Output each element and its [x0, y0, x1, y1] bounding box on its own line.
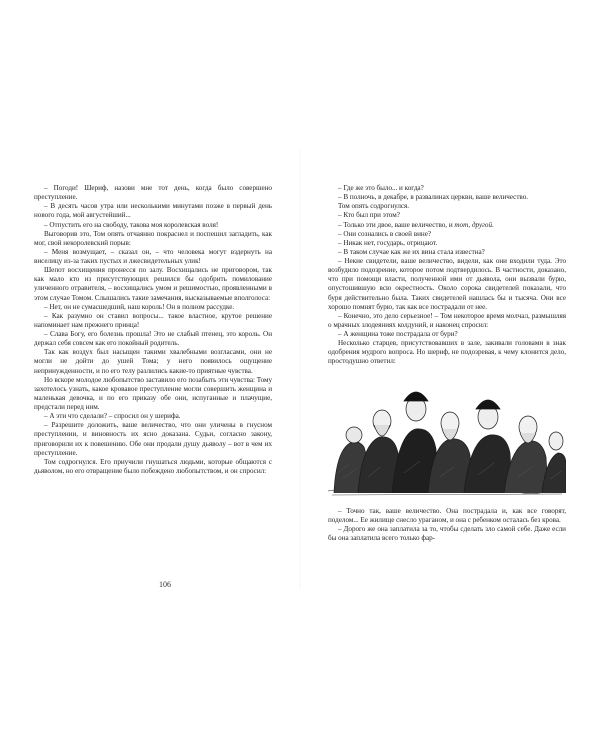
paragraph: – Отпустить его на свободу, такова моя королевская воля! — [44, 220, 219, 229]
paragraph: – Где же это было... и когда? — [338, 184, 424, 192]
paragraph: Несколько старцев, присутствовавших в зале, закивали головами в знак одобрения мудрого вопроса. Но шериф, не подозревая, к чему клонится дело, простодушно ответил: — [328, 339, 566, 366]
paragraph: – А эти что сделали? – спросил он у шерифа. — [44, 412, 181, 421]
paragraph: – Некие свидетели, ваше величество, видели, как они входили туда. Это возбудило подозрение, которое потом подтвердилось. В частности, доказано, что при помощи власти, полученной ими от дьявола, они вызвали бурю, опустошившую всю окрестность. Около сорока свидетелей показали, что буря действительно была. Таких свидетелей нашлась бы и тысяча. Они все хорошо помнят бурю, так как все пострадали от нее. — [328, 257, 566, 311]
paragraph: Том опять содрогнулся. — [338, 202, 410, 211]
paragraph: – Конечно, это дело серьезное! – Том некоторое время молчал, размышляя о мрачных злодеяниях колдуний, и наконец спросил: — [328, 311, 566, 329]
paragraph: – Как разумно он ставил вопросы... такое властное, крутое решение напоминает нам прежнего принца! — [34, 311, 272, 329]
paragraph: – В полночь, в декабре, в развалинах церкви, ваше величество. — [338, 193, 529, 202]
paragraph-with-emphasis — [328, 221, 566, 230]
right-page — [328, 184, 566, 576]
paragraph: – Разрешите доложить, ваше величество, что они уличены в гнусном преступлении, и виновность их ясно доказана. Судьи, согласно закону, приговорили их к повешению. Обе они продали душу дьяволу – вот в чем их преступление. — [34, 421, 272, 457]
crowd-of-elders-drawing — [328, 392, 566, 495]
left-page — [34, 184, 272, 576]
paragraph: Выговорив это, Том опять отчаянно покраснел и поспешил загладить, как мог, свой некоролевский порыв: — [34, 229, 272, 247]
paragraph: – Слава Богу, его болезнь прошла! Это не слабый птенец, это король. Он держал себя совсем как его покойный родитель. — [34, 330, 272, 348]
paragraph: Так как воздух был насыщен такими хвалебными возгласами, они не могли не дойти до ушей Тома; у него появилось ощущение непринужденности, и по его телу разлились какие-то приятные чувства. — [34, 348, 272, 375]
paragraph: – А женщина тоже пострадала от бури? — [338, 330, 458, 338]
paragraph: Шепот восхищения пронесся по залу. Восхищались не приговором, так как мало кто из присутствующих решился бы одобрить помилование уличенного отравителя, – восхищались умом и решимостью, проявленными в этом случае Томом. Слышались такие замечания, высказываемые вполголоса: — [34, 266, 272, 302]
emphasis-text: тот, другой — [454, 220, 493, 229]
engraving-illustration — [328, 373, 566, 499]
paragraph: – В десять часов утра или несколькими минутами позже в первый день нового года, мой августейший... — [34, 202, 272, 220]
book-gutter — [299, 150, 301, 590]
paragraph: – Точно так, ваше величество. Она пострадала и, как все говорят, поделом... Ее жилище снесло ураганом, и она с ребенком осталась без крова. — [328, 506, 566, 524]
paragraph: – Погоди! Шериф, назови мне тот день, когда было совершено преступление. — [34, 184, 272, 202]
paragraph: Но вскоре молодое любопытство заставило его позабыть эти чувства: Тому захотелось узнать, какое кровавое преступление могли совершить женщина и маленькая девочка, и по его приказу обе они, испуганные и плачущие, предстали перед ним. — [34, 375, 272, 411]
paragraph: – Кто был при этом? — [338, 211, 400, 220]
paragraph: – Только эти двое, ваше величество, и тот, другой. — [338, 220, 494, 229]
paragraph: – В таком случае как же их вина стала известна? — [338, 247, 485, 256]
paragraph: Том содрогнулся. Его приучили гнушаться людьми, которые общаются с дьяволом, но его отвращение было побеждено любопытством, и он спросил: — [34, 457, 272, 475]
paragraph: – Дорого же она заплатила за то, чтобы сделать зло самой себе. Даже если бы она заплатила всего только фар- — [328, 524, 566, 542]
paragraph: – Меня возмущает, – сказал он, – что человека могут вздернуть на виселицу из-за таких пустых и лжесвидетельных улик! — [34, 247, 272, 265]
paragraph: – Нет, он не сумасшедший, наш король! Он в полном рассудке. — [44, 302, 235, 311]
page-number: 106 — [159, 580, 171, 589]
paragraph: – Никак нет, государь, отрицают. — [338, 238, 438, 247]
paragraph: – Они сознались в своей вине? — [338, 229, 432, 238]
